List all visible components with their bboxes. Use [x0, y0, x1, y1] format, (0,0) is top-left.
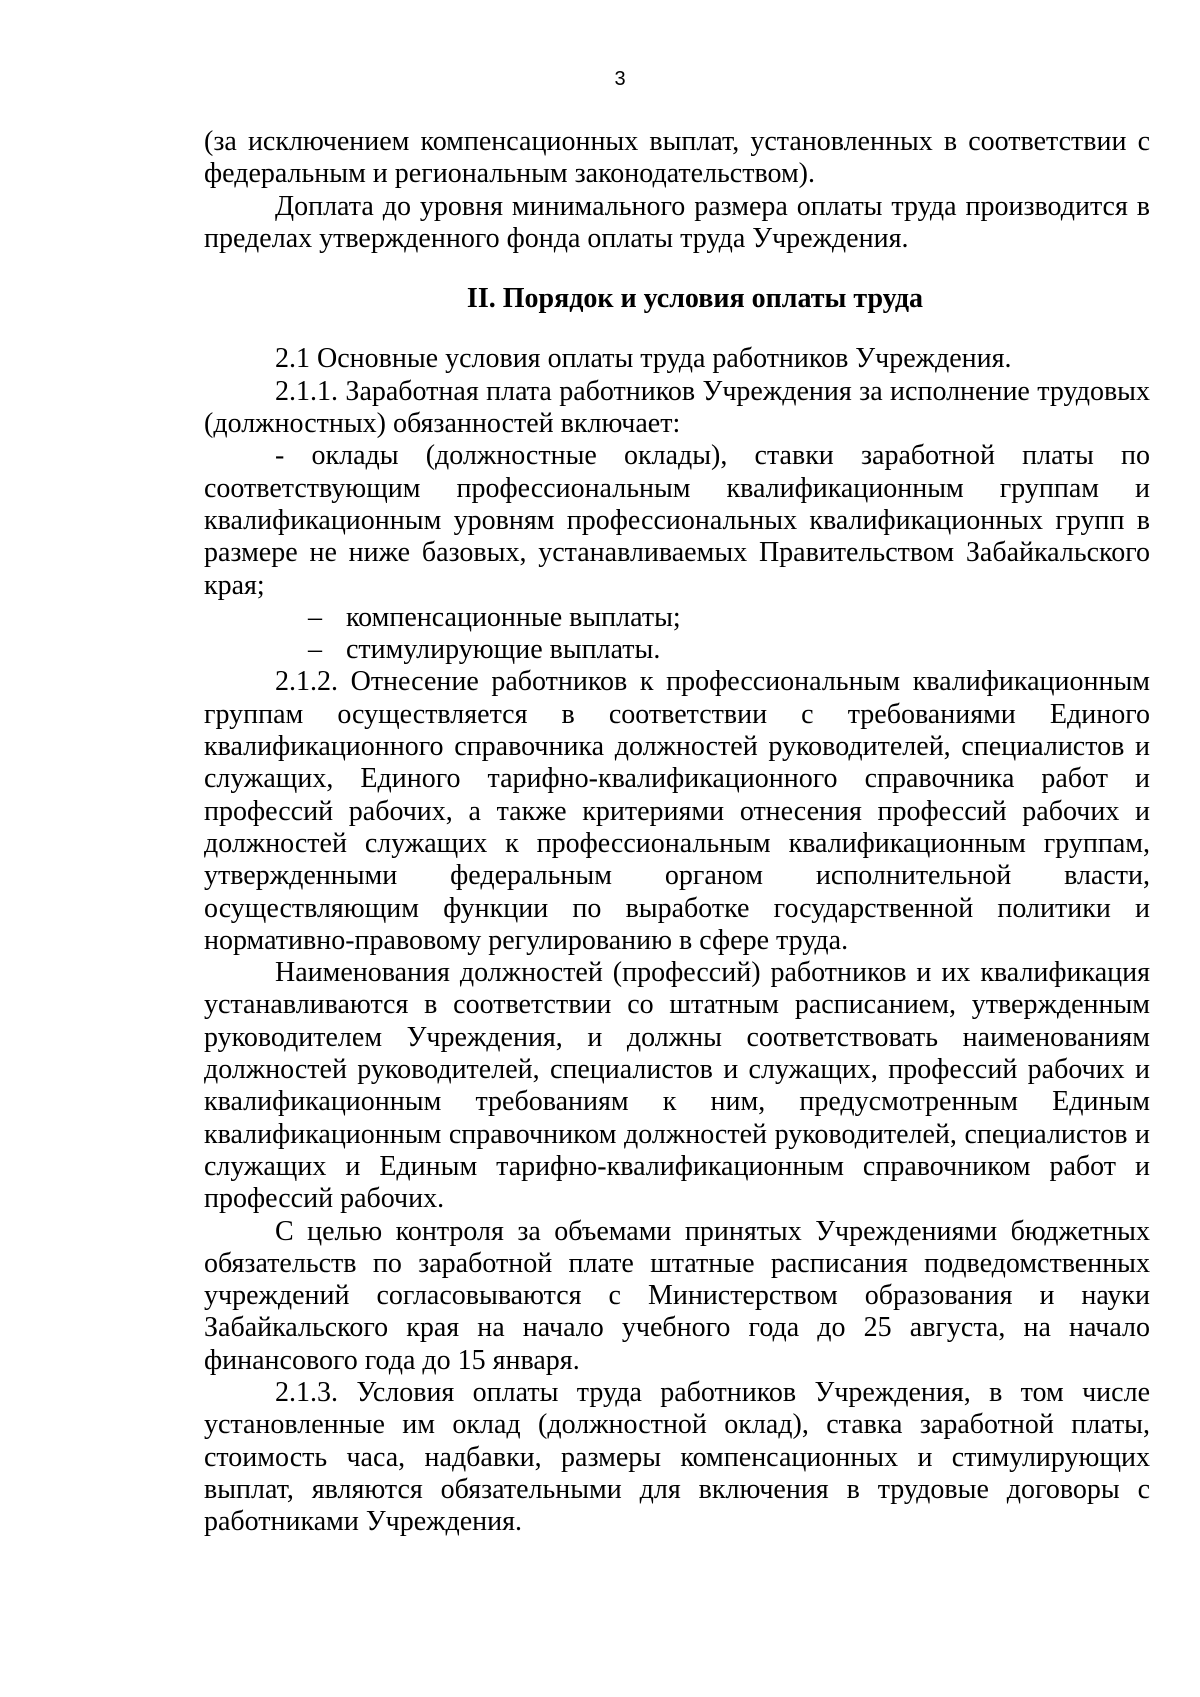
dash-marker: – [308, 634, 322, 666]
dash-marker: – [308, 601, 322, 633]
list-item-text: стимулирующие выплаты. [346, 634, 661, 666]
paragraph-2-1-3: 2.1.3. Условия оплаты труда работников Учреждения, в том числе установленные им оклад (должностной оклад), ставка заработной платы, стоимость часа, надбавки, размеры компенсационных и стимулирующих выплат, являются обязательными для включения в трудовые договоры с работниками Учреждения. [204, 1376, 1150, 1538]
list-item-text: компенсационные выплаты; [346, 601, 681, 633]
paragraph-minimum-wage: Доплата до уровня минимального размера оплаты труда производится в пределах утвержденного фонда оплаты труда Учреждения. [204, 190, 1150, 254]
paragraph-budget-control: С целью контроля за объемами принятых Учреждениями бюджетных обязательств по заработной плате штатные расписания подведомственных учреждений согласовываются с Министерством образования и науки Забайкальского края на начало учебного года до 25 августа, на начало финансового года до 15 января. [204, 1215, 1150, 1376]
section-heading: II. Порядок и условия оплаты труда [466, 283, 924, 315]
paragraph-continuation: (за исключением компенсационных выплат, установленных в соответствии с федеральным и региональным законодательством). [204, 126, 1150, 190]
paragraph-2-1-1: 2.1.1. Заработная плата работников Учреждения за исполнение трудовых (должностных) обязанностей включает: [204, 375, 1150, 440]
paragraph-2-1: 2.1 Основные условия оплаты труда работников Учреждения. [275, 343, 1012, 375]
list-item [204, 602, 1150, 634]
paragraph-job-titles: Наименования должностей (профессий) работников и их квалификация устанавливаются в соответствии со штатным расписанием, утвержденным руководителем Учреждения, и должны соответствовать наименованиям должностей руководителей, специалистов и служащих, профессий рабочих и квалификационным требованиям к ним, предусмотренным Единым квалификационным справочником должностей руководителей, специалистов и служащих и Единым тарифно-квалификационным справочником работ и профессий рабочих. [204, 957, 1150, 1215]
page-number: 3 [614, 68, 626, 90]
paragraph-2-1-2: 2.1.2. Отнесение работников к профессиональным квалификационным группам осуществляется в соответствии с требованиями Единого квалификационного справочника должностей руководителей, специалистов и служащих, Единого тарифно-квалификационного справочника работ и профессий рабочих, а также критериями отнесения профессий рабочих и должностей служащих к профессиональным квалификационным группам, утвержденными федеральным органом исполнительной власти, осуществляющим функции по выработке государственной политики и нормативно-правовому регулированию в сфере труда. [204, 666, 1150, 956]
list-item [204, 634, 1150, 666]
document-body [204, 126, 1150, 1538]
paragraph-salaries: - оклады (должностные оклады), ставки заработной платы по соответствующим профессиональным квалификационным группам и квалификационным уровням профессиональных квалификационных групп в размере не ниже базовых, устанавливаемых Правительством Забайкальского края; [204, 440, 1150, 601]
